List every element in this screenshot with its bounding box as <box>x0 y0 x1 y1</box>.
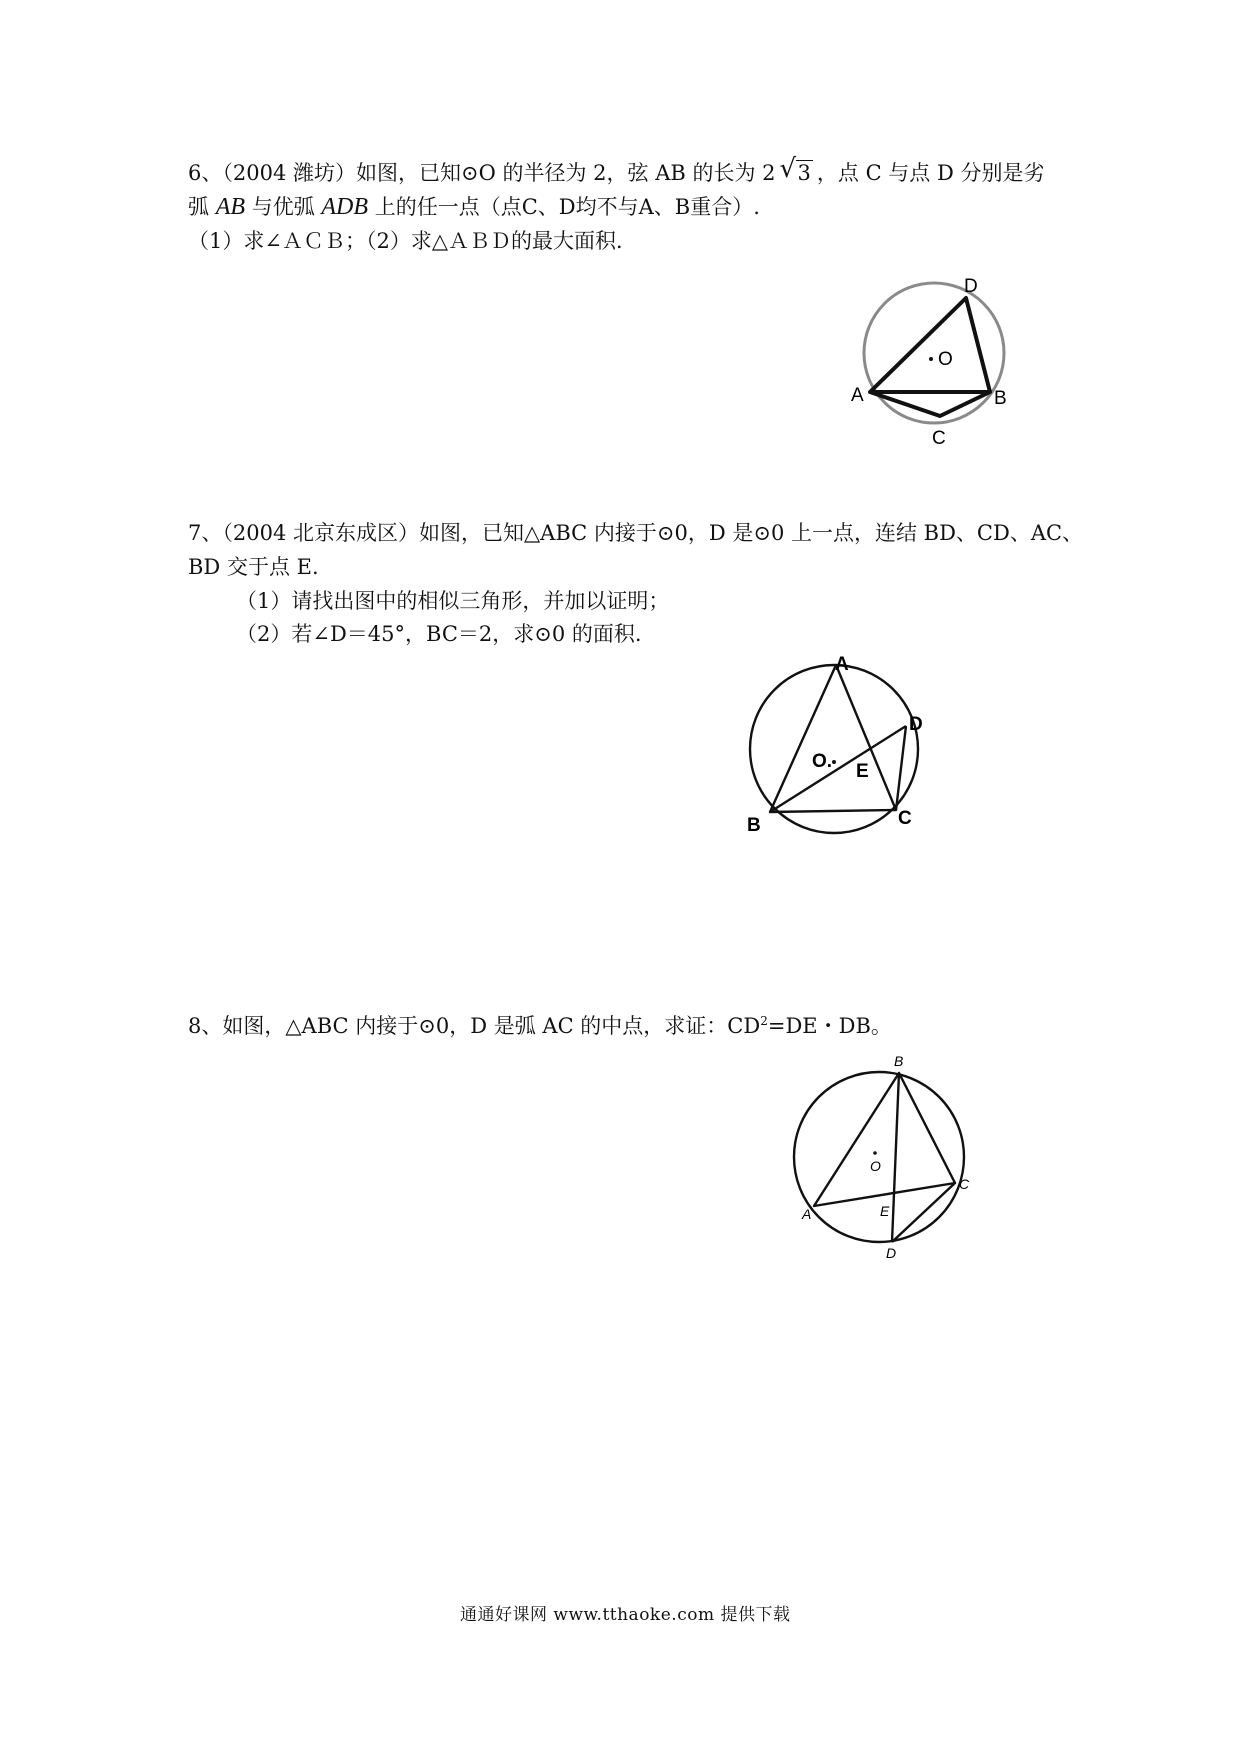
arc-ab: AB <box>215 194 246 220</box>
q6-circle <box>864 283 1004 423</box>
q6-line-2: 弧 AB 与优弧 ADB 上的任一点（点C、D均不与A、B重合）. <box>188 194 760 220</box>
q7-segment-cd <box>896 726 906 810</box>
q6-label-d: D <box>964 276 978 297</box>
q7-number: 7、 <box>188 521 223 545</box>
q8-label-b: B <box>894 1053 904 1069</box>
q7-label-e: E <box>856 761 869 782</box>
q8-line-1: 8、如图，△ABC 内接于⊙0，D 是弧 AC 的中点，求证：$CD^2=DE$・DB。 <box>188 1014 892 1038</box>
q7-label-b: B <box>747 815 761 836</box>
q8-label-a: A <box>802 1206 812 1222</box>
page-footer: 通通好课网 www.tthaoke.com 提供下载 <box>460 1605 791 1625</box>
q6-source: （2004 潍坊） <box>222 161 356 185</box>
superscript-2: 2 <box>760 1014 768 1028</box>
q8-figure <box>780 1050 980 1270</box>
q6-center-dot <box>929 357 933 361</box>
q8-number: 8、 <box>188 1014 223 1038</box>
q6-line-1: 6、（2004 潍坊）如图，已知⊙O 的半径为 2，弦 AB 的长为 2 √ 3 ，点 C 与点 D 分别是劣 <box>188 158 1045 188</box>
q6-line-3: （1）求∠ＡＣＢ；（2）求△ＡＢＤ的最大面积． <box>188 229 637 253</box>
q6-label-a: A <box>851 385 864 406</box>
q7-label-d: D <box>909 714 923 735</box>
q8-label-o: O <box>870 1158 881 1174</box>
q7-part-2: （2）若∠D＝45°，BC＝2，求⊙0 的面积. <box>236 622 642 646</box>
radical-sign: √ <box>779 154 797 184</box>
sqrt-expression: √ 3 <box>779 154 811 185</box>
q7-part-1: （1）请找出图中的相似三角形，并加以证明； <box>236 589 670 613</box>
q7-label-o: O. <box>812 751 833 772</box>
q7-center-dot <box>832 760 836 764</box>
q7-source: （2004 北京东成区） <box>222 521 419 545</box>
q7-label-a: A <box>835 654 849 675</box>
q8-label-e: E <box>880 1203 890 1219</box>
q7-label-c: C <box>898 808 912 829</box>
q6-quadrilateral-adbc <box>870 298 990 416</box>
q8-circle <box>794 1072 964 1242</box>
q8-label-c: C <box>959 1176 970 1192</box>
q6-figure <box>840 270 1040 460</box>
q6-label-c: C <box>932 428 946 449</box>
q7-figure <box>735 650 935 850</box>
q7-triangle-abc <box>770 665 896 812</box>
q6-label-b: B <box>994 388 1007 409</box>
q7-line-1: 7、（2004 北京东成区）如图，已知△ABC 内接于⊙0，D 是⊙0 上一点，连结 BD、CD、AC、 <box>188 521 1084 545</box>
q7-line-2: BD 交于点 E. <box>188 555 319 579</box>
q8-label-d: D <box>886 1245 897 1261</box>
q6-number: 6、 <box>188 161 223 185</box>
q8-center-dot <box>873 1151 877 1155</box>
q8-segment-bd <box>892 1073 899 1242</box>
arc-adb: ADB <box>321 194 369 220</box>
q6-label-o: O <box>938 349 953 370</box>
